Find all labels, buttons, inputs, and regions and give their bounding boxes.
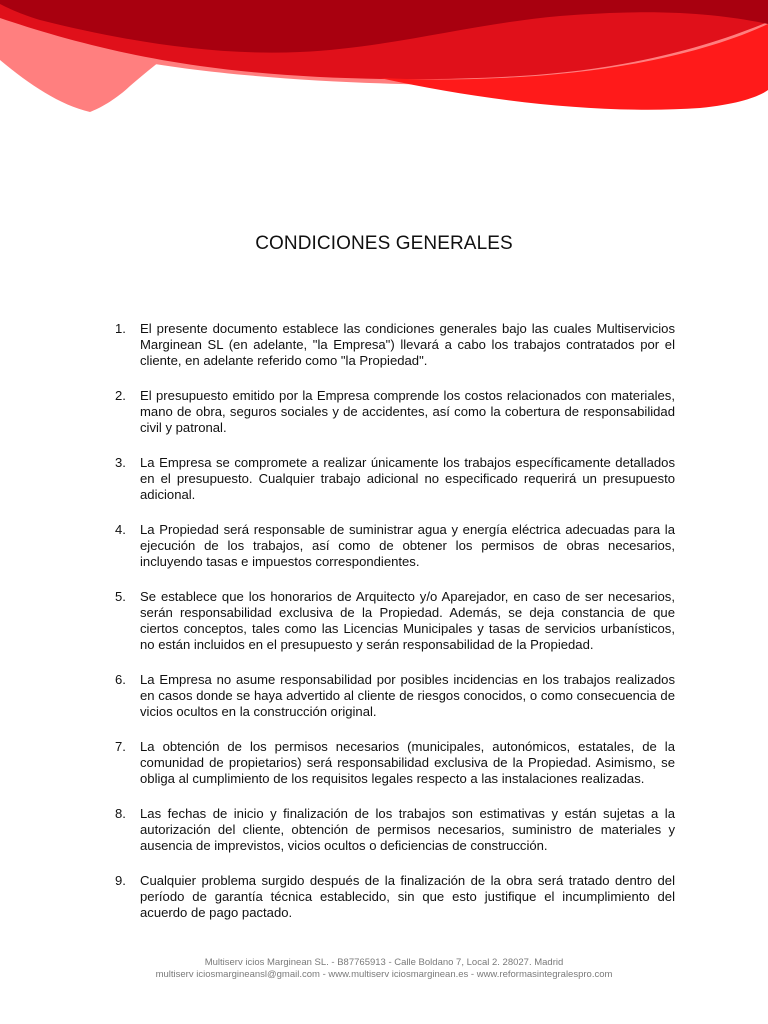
footer-company-line: Multiserv icios Marginean SL. - B87765913 - Calle Boldano 7, Local 2. 28027. Madrid [204,957,564,968]
clause-text: La obtención de los permisos necesarios (municipales, autonómicos, estatales, de la comunidad de propietarios) será responsabilidad exclusiva de la Propiedad. Asimismo, se obliga al cumplimiento de los requisitos legales respecto a las instalaciones realizadas. [140,739,675,786]
clause-text: La Empresa no asume responsabilidad por posibles incidencias en los trabajos realizados en casos donde se haya advertido al cliente de riesgos conocidos, o como consecuencia de vicios ocultos en la construcción original. [140,672,675,719]
page-title: CONDICIONES GENERALES [255,233,513,254]
clause-item [104,589,675,653]
clause-text: La Propiedad será responsable de suministrar agua y energía eléctrica adecuadas para la ejecución de los trabajos, así como de obtener los permisos de obras necesarios, incluyendo tasas e impuestos correspondientes. [140,522,675,569]
clause-number: 5. [115,589,126,604]
clause-number: 9. [115,873,126,888]
clause-item [104,806,675,854]
clause-item [104,873,675,921]
clause-item [104,455,675,503]
clause-item [104,739,675,787]
clause-number: 1. [115,321,126,336]
clause-text: Se establece que los honorarios de Arquitecto y/o Aparejador, en caso de ser necesarios, serán responsabilidad exclusiva de la Propiedad. Además, se deja constancia de que ciertos conceptos, tales como las Licencias Municipales y tasas de servicios urbanísticos, no están incluidos en el presupuesto y serán responsabilidad de la Propiedad. [140,589,675,652]
clause-item [104,522,675,570]
clause-number: 3. [115,455,126,470]
footer-contact-line: multiserv iciosmargineansl@gmail.com - www.multiserv iciosmarginean.es - www.reformasintegralespro.com [155,969,613,980]
page-footer [0,957,768,981]
clause-item [104,672,675,720]
clause-number: 6. [115,672,126,687]
clause-number: 8. [115,806,126,821]
clause-number: 2. [115,388,126,403]
clause-list [104,321,675,940]
clause-number: 4. [115,522,126,537]
clause-text: La Empresa se compromete a realizar únicamente los trabajos específicamente detallados en el presupuesto. Cualquier trabajo adicional no especificado requerirá un presupuesto adicional. [140,455,675,502]
clause-text: Cualquier problema surgido después de la finalización de la obra será tratado dentro del período de garantía técnica establecido, sin que esto justifique el incumplimiento del acuerdo de pago pactado. [140,873,675,920]
clause-item [104,321,675,369]
clause-item [104,388,675,436]
clause-number: 7. [115,739,126,754]
clause-text: Las fechas de inicio y finalización de los trabajos son estimativas y están sujetas a la autorización del cliente, obtención de permisos necesarios, suministro de materiales y ausencia de imprevistos, vicios ocultos o deficiencias de construcción. [140,806,675,853]
header-wave-decoration [0,0,768,130]
clause-text: El presupuesto emitido por la Empresa comprende los costos relacionados con materiales, mano de obra, seguros sociales y de accidentes, así como la cobertura de responsabilidad civil y patronal. [140,388,675,435]
clause-text: El presente documento establece las condiciones generales bajo las cuales Multiservicios Marginean SL (en adelante, "la Empresa") llevará a cabo los trabajos contratados por el cliente, en adelante referido como "la Propiedad". [140,321,675,368]
